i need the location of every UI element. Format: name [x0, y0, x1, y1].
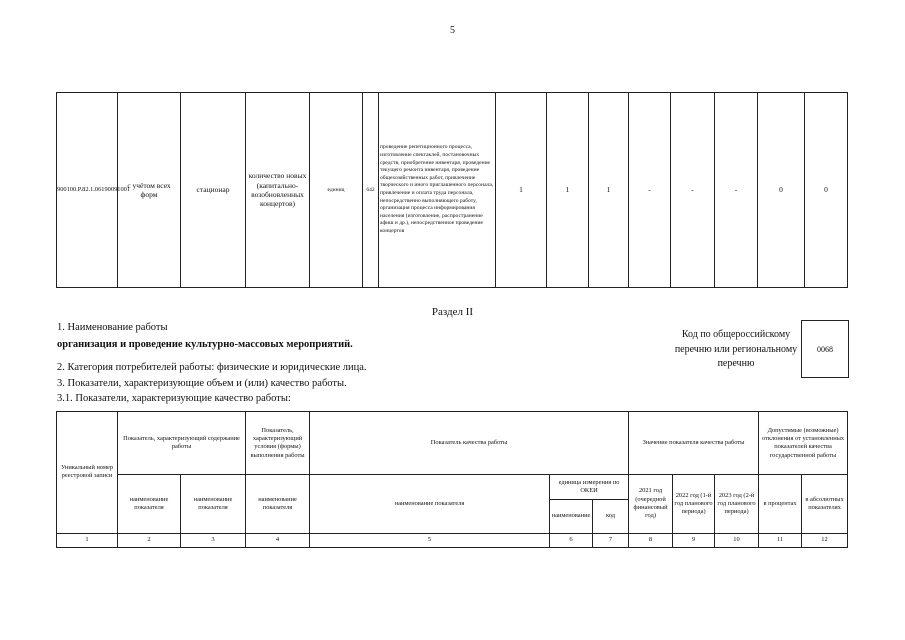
- column-number: 10: [715, 533, 759, 547]
- column-number: 3: [181, 533, 246, 547]
- table-row: [57, 93, 848, 288]
- column-number-row: [57, 533, 848, 547]
- value-cell: 0: [805, 93, 848, 288]
- header-unit-name: наименование: [550, 499, 593, 533]
- value-cell: -: [671, 93, 715, 288]
- header-year-2021: 2021 год (очередной финансовый год): [629, 475, 673, 533]
- header-year-2023: 2023 год (2-й год планового периода): [715, 475, 759, 533]
- form-cell: с учётом всех форм: [118, 93, 181, 288]
- column-number: 1: [57, 533, 118, 547]
- header-content-indicator: Показатель, характеризующий содержание работы: [118, 412, 246, 475]
- header-deviation-percent: в процентах: [759, 475, 802, 533]
- registry-number-cell: 900100.Р.82.1.06190091001: [57, 93, 118, 288]
- work-name-label: 1. Наименование работы: [57, 322, 168, 333]
- value-cell: 0: [758, 93, 805, 288]
- column-number: 6: [550, 533, 593, 547]
- header-deviation-absolute: в абсолютных показателях: [802, 475, 848, 533]
- quality-indicators-table: [56, 411, 848, 548]
- header-quality-values: Значение показателя качества работы: [629, 412, 759, 475]
- value-cell: -: [715, 93, 758, 288]
- header-indicator-name: наименование показателя: [181, 475, 246, 533]
- column-number: 11: [759, 533, 802, 547]
- value-cell: -: [629, 93, 671, 288]
- unit-name-cell: единиц: [310, 93, 363, 288]
- column-number: 5: [310, 533, 550, 547]
- header-year-2022: 2022 год (1-й год планового периода): [673, 475, 715, 533]
- header-okei-unit: единица измерения по ОКЕИ: [550, 475, 629, 500]
- indicators-heading: 3. Показатели, характеризующие объем и (или) качество работы.: [57, 378, 347, 389]
- volume-table-continuation: [56, 92, 848, 288]
- header-unit-code: код: [593, 499, 629, 533]
- consumer-category: 2. Категория потребителей работы: физические и юридические лица.: [57, 362, 367, 373]
- work-name-value: организация и проведение культурно-массовых мероприятий.: [57, 339, 353, 350]
- column-number: 4: [246, 533, 310, 547]
- column-number: 7: [593, 533, 629, 547]
- header-indicator-name: наименование показателя: [246, 475, 310, 533]
- header-allowed-deviations: Допустимые (возможные) отклонения от установленных показателей качества государственной работы: [759, 412, 848, 475]
- quality-indicators-heading: 3.1. Показатели, характеризующие качество работы:: [57, 393, 291, 404]
- okei-code-cell: 642: [363, 93, 379, 288]
- header-indicator-name: наименование показателя: [118, 475, 181, 533]
- header-conditions-indicator: Показатель, характеризующий условия (формы) выполнения работы: [246, 412, 310, 475]
- value-cell: 1: [589, 93, 629, 288]
- value-cell: 1: [547, 93, 589, 288]
- column-number: 12: [802, 533, 848, 547]
- page-number: 5: [450, 25, 455, 36]
- column-number: 2: [118, 533, 181, 547]
- registry-code-label: Код по общероссийскому перечню или региональному перечню: [674, 329, 798, 369]
- registry-code-box: 0068: [801, 320, 849, 378]
- header-quality-indicator-name: наименование показателя: [310, 475, 550, 533]
- work-description-cell: проведение репетиционного процесса, изготовление спектаклей, постановочных средств, приобретение инвентаря, проведение текущего ремонта инвентаря, проведение общехозяйственных работ, привлечение творческого и иного приглашенного персонала, привлечение и оплата труда персонала, непосредственно выполняющего работу, организация процесса информирования населения (изготовление, распространение афиш и др.), непосредственное проведение концертов: [379, 93, 496, 288]
- condition-cell: стационар: [181, 93, 246, 288]
- column-number: 9: [673, 533, 715, 547]
- header-quality-indicator: Показатель качества работы: [310, 412, 629, 475]
- value-cell: 1: [496, 93, 547, 288]
- column-number: 8: [629, 533, 673, 547]
- header-registry-number: Уникальный номер реестровой записи: [57, 412, 118, 534]
- indicator-name-cell: количество новых (капитально-возобновленных концертов): [246, 93, 310, 288]
- section-title: Раздел II: [431, 306, 474, 318]
